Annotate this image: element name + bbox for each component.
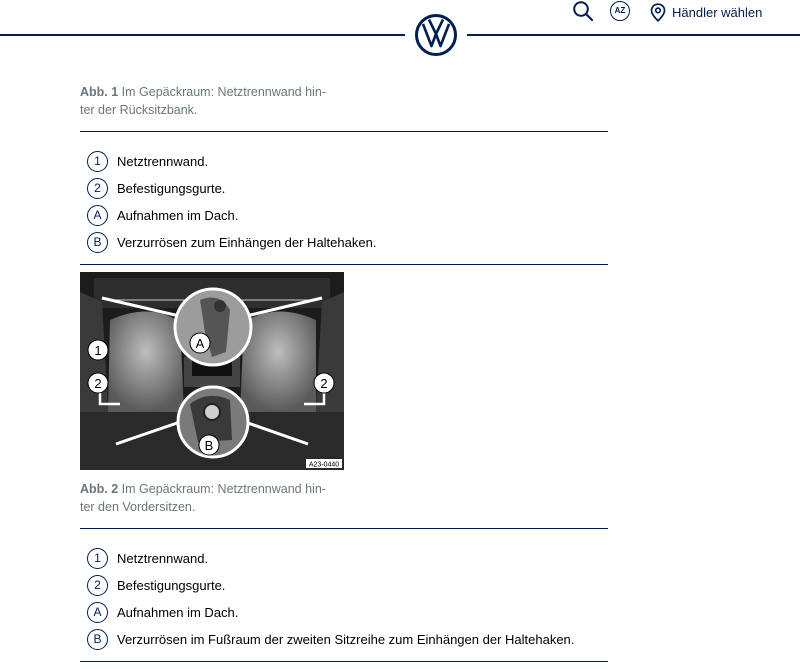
legend-text: Befestigungsgurte.: [117, 578, 226, 593]
legend-badge: 2: [87, 178, 108, 199]
az-index-icon[interactable]: AZ: [610, 1, 630, 21]
legend-badge: A: [87, 205, 108, 226]
header-divider-right: [467, 34, 800, 36]
legend-text: Verzurrösen zum Einhängen der Haltehaken.: [117, 235, 377, 250]
legend-badge: 2: [87, 575, 108, 596]
callout-badge-1: [88, 340, 108, 360]
legend-item: [87, 545, 574, 572]
figure1-legend: [87, 148, 376, 256]
figure1-caption-line1: Im Gepäckraum: Netztrennwand hin-: [118, 85, 326, 99]
figure2-caption-line1: Im Gepäckraum: Netztrennwand hin-: [118, 482, 326, 496]
legend-text: Netztrennwand.: [117, 551, 209, 566]
divider: [80, 264, 608, 265]
callout-badge-a: [190, 333, 210, 353]
callout-badge-a-text: A: [195, 336, 205, 351]
legend-item: [87, 572, 574, 599]
legend-badge: A: [87, 602, 108, 623]
legend-item: [87, 599, 574, 626]
callout-badge-2-left: [88, 373, 108, 393]
callout-badge-2-right: [314, 373, 334, 393]
location-pin-icon: [650, 3, 666, 22]
callout-badge-2-right-text: 2: [320, 376, 328, 391]
legend-item: [87, 148, 376, 175]
legend-item: [87, 175, 376, 202]
legend-item: [87, 229, 376, 256]
header-divider-left: [0, 34, 405, 36]
callout-badge-b-text: B: [204, 438, 214, 453]
callout-badge-b: [199, 435, 219, 455]
dealer-select-label: Händler wählen: [672, 4, 763, 20]
figure1-caption: [80, 83, 345, 119]
figure1-caption-label: Abb. 1: [80, 85, 119, 99]
legend-badge: B: [87, 232, 108, 253]
search-icon[interactable]: [572, 0, 594, 22]
dealer-select-link[interactable]: [650, 2, 762, 22]
legend-item: [87, 626, 574, 653]
legend-text: Netztrennwand.: [117, 154, 209, 169]
legend-item: [87, 202, 376, 229]
image-code: A23-0440: [308, 461, 340, 469]
figure2-caption-line2: ter den Vordersitzen.: [80, 500, 196, 514]
divider: [80, 661, 608, 662]
figure2-illustration: [80, 272, 344, 470]
divider: [80, 131, 608, 132]
legend-text: Verzurrösen im Fußraum der zweiten Sitzreihe zum Einhängen der Haltehaken.: [117, 632, 575, 647]
vw-logo-icon[interactable]: [414, 13, 458, 57]
legend-badge: 1: [87, 151, 108, 172]
figure1-caption-line2: ter der Rücksitzbank.: [80, 103, 198, 117]
site-header: [0, 0, 800, 70]
front-seat-left: [108, 311, 184, 412]
legend-text: Aufnahmen im Dach.: [117, 605, 239, 620]
divider: [80, 528, 608, 529]
legend-badge: 1: [87, 548, 108, 569]
figure2-legend: [87, 545, 574, 653]
legend-badge: B: [87, 629, 108, 650]
legend-text: Aufnahmen im Dach.: [117, 208, 239, 223]
figure2-caption: [80, 480, 345, 516]
figure2-caption-label: Abb. 2: [80, 482, 119, 496]
legend-text: Befestigungsgurte.: [117, 181, 226, 196]
callout-badge-2-left-text: 2: [94, 376, 102, 391]
callout-badge-1-text: 1: [94, 343, 102, 358]
